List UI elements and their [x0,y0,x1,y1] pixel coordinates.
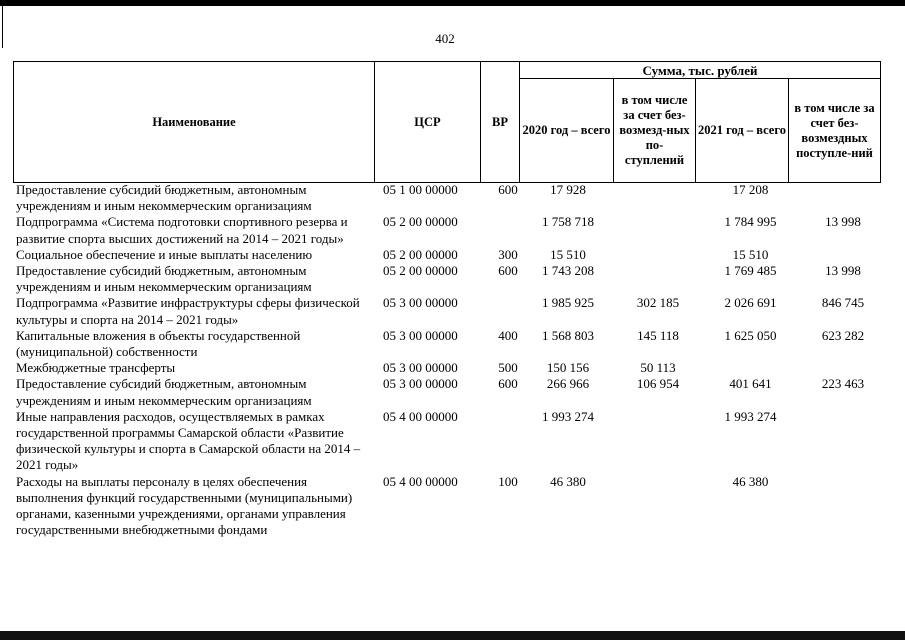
row-vr: 500 [498,360,518,376]
table-row [13,263,881,295]
row-csr: 05 3 00 00000 [383,295,458,311]
row-2020-free: 302 185 [636,295,680,311]
row-2021-total: 1 784 995 [724,214,777,230]
row-csr: 05 2 00 00000 [383,246,458,262]
row-2021-total: 17 208 [732,182,769,197]
row-2021-total: 15 510 [732,246,769,262]
row-2020-free: 145 118 [637,327,679,343]
row-csr: 05 3 00 00000 [383,327,458,343]
table-header [13,61,881,183]
row-csr: 05 2 00 00000 [383,214,458,230]
row-2021-free: 623 282 [821,327,865,343]
table-row [13,214,881,246]
row-name: Предоставление субсидий бюджетным, автономным учреждениям и иным некоммерческим организациям [16,263,312,295]
header-2020-free: в том числе за счет без-возмезд-ных по-ступлений [613,78,695,183]
row-name: Предоставление субсидий бюджетным, автономным учреждениям и иным некоммерческим организациям [16,182,312,214]
row-name: Капитальные вложения в объекты государственной (муниципальной) собственности [16,327,301,360]
table-row [13,474,881,539]
row-2020-total: 266 966 [546,376,590,392]
row-2020-total: 15 510 [550,246,586,262]
row-2020-total: 1 568 803 [542,327,594,343]
header-2021-total: 2021 год – всего [695,78,788,183]
row-csr: 05 2 00 00000 [383,263,458,279]
row-name: Предоставление субсидий бюджетным, автономным учреждениям и иным некоммерческим организациям [16,376,312,408]
row-vr: 600 [498,376,518,392]
row-name: Иные направления расходов, осуществляемых в рамках государственной программы Самарской области «Развитие физической культуры и спорта в Самарской области на 2014 – 2021 годы» [16,408,361,473]
row-2021-free: 13 998 [825,263,861,279]
table-row [13,409,881,474]
row-vr: 300 [498,246,518,262]
row-2021-total: 1 769 485 [724,263,777,279]
header-2021-free: в том числе за счет без-возмездных поступле-ний [788,78,881,183]
row-vr: 600 [498,263,518,279]
table-row [13,295,881,327]
row-vr: 100 [498,473,518,489]
row-2020-total: 1 993 274 [542,408,594,424]
table-row [13,376,881,408]
row-2020-free: 50 113 [640,360,676,376]
row-csr: 05 1 00 00000 [383,182,458,197]
row-2021-total: 401 641 [729,376,772,392]
row-name: Подпрограмма «Развитие инфраструктуры сферы физической культуры и спорта на 2014 – 2021 годы» [16,295,360,327]
row-2020-total: 17 928 [550,182,586,197]
row-2020-free: 106 954 [636,376,680,392]
row-2021-total: 46 380 [732,473,769,489]
row-2021-total: 1 625 050 [724,327,777,343]
row-2021-total: 1 993 274 [724,408,777,424]
scan-left-mark [2,6,3,48]
row-vr: 400 [498,327,518,343]
row-csr: 05 3 00 00000 [383,360,458,376]
table-row [13,328,881,360]
table-row [13,247,881,263]
table-row [13,360,881,376]
row-2020-total: 1 985 925 [542,295,594,311]
table-row [13,182,881,214]
row-2020-total: 150 156 [546,360,590,376]
page-number: 402 [435,31,455,46]
header-2020-total: 2020 год – всего [519,78,613,183]
row-2020-total: 46 380 [550,473,586,489]
row-vr: 600 [498,182,518,197]
row-csr: 05 4 00 00000 [383,408,458,424]
row-name: Социальное обеспечение и иные выплаты населению [16,246,313,262]
row-2021-total: 2 026 691 [724,295,777,311]
row-name: Межбюджетные трансферты [16,360,176,376]
row-csr: 05 3 00 00000 [383,376,458,392]
row-2021-free: 846 745 [821,295,865,311]
header-name: Наименование [13,61,374,183]
row-name: Подпрограмма «Система подготовки спортивного резерва и развитие спорта высших достижений на 2014 – 2021 годы» [16,214,348,246]
row-2021-free: 13 998 [825,214,861,230]
row-csr: 05 4 00 00000 [383,473,458,489]
row-2020-total: 1 743 208 [542,263,594,279]
scan-top-border [0,0,905,6]
scan-bottom-border [0,631,905,640]
header-csr: ЦСР [374,61,480,183]
row-2020-total: 1 758 718 [542,214,594,230]
row-2021-free: 223 463 [821,376,865,392]
header-sum: Сумма, тыс. рублей [519,61,881,78]
table-body [13,182,881,538]
header-vr: ВР [480,61,519,183]
row-name: Расходы на выплаты персоналу в целях обеспечения выполнения функций государственными (муниципальными) органами, казенными учреждениями, органами управления государственными внебюджетными фондами [16,473,353,538]
